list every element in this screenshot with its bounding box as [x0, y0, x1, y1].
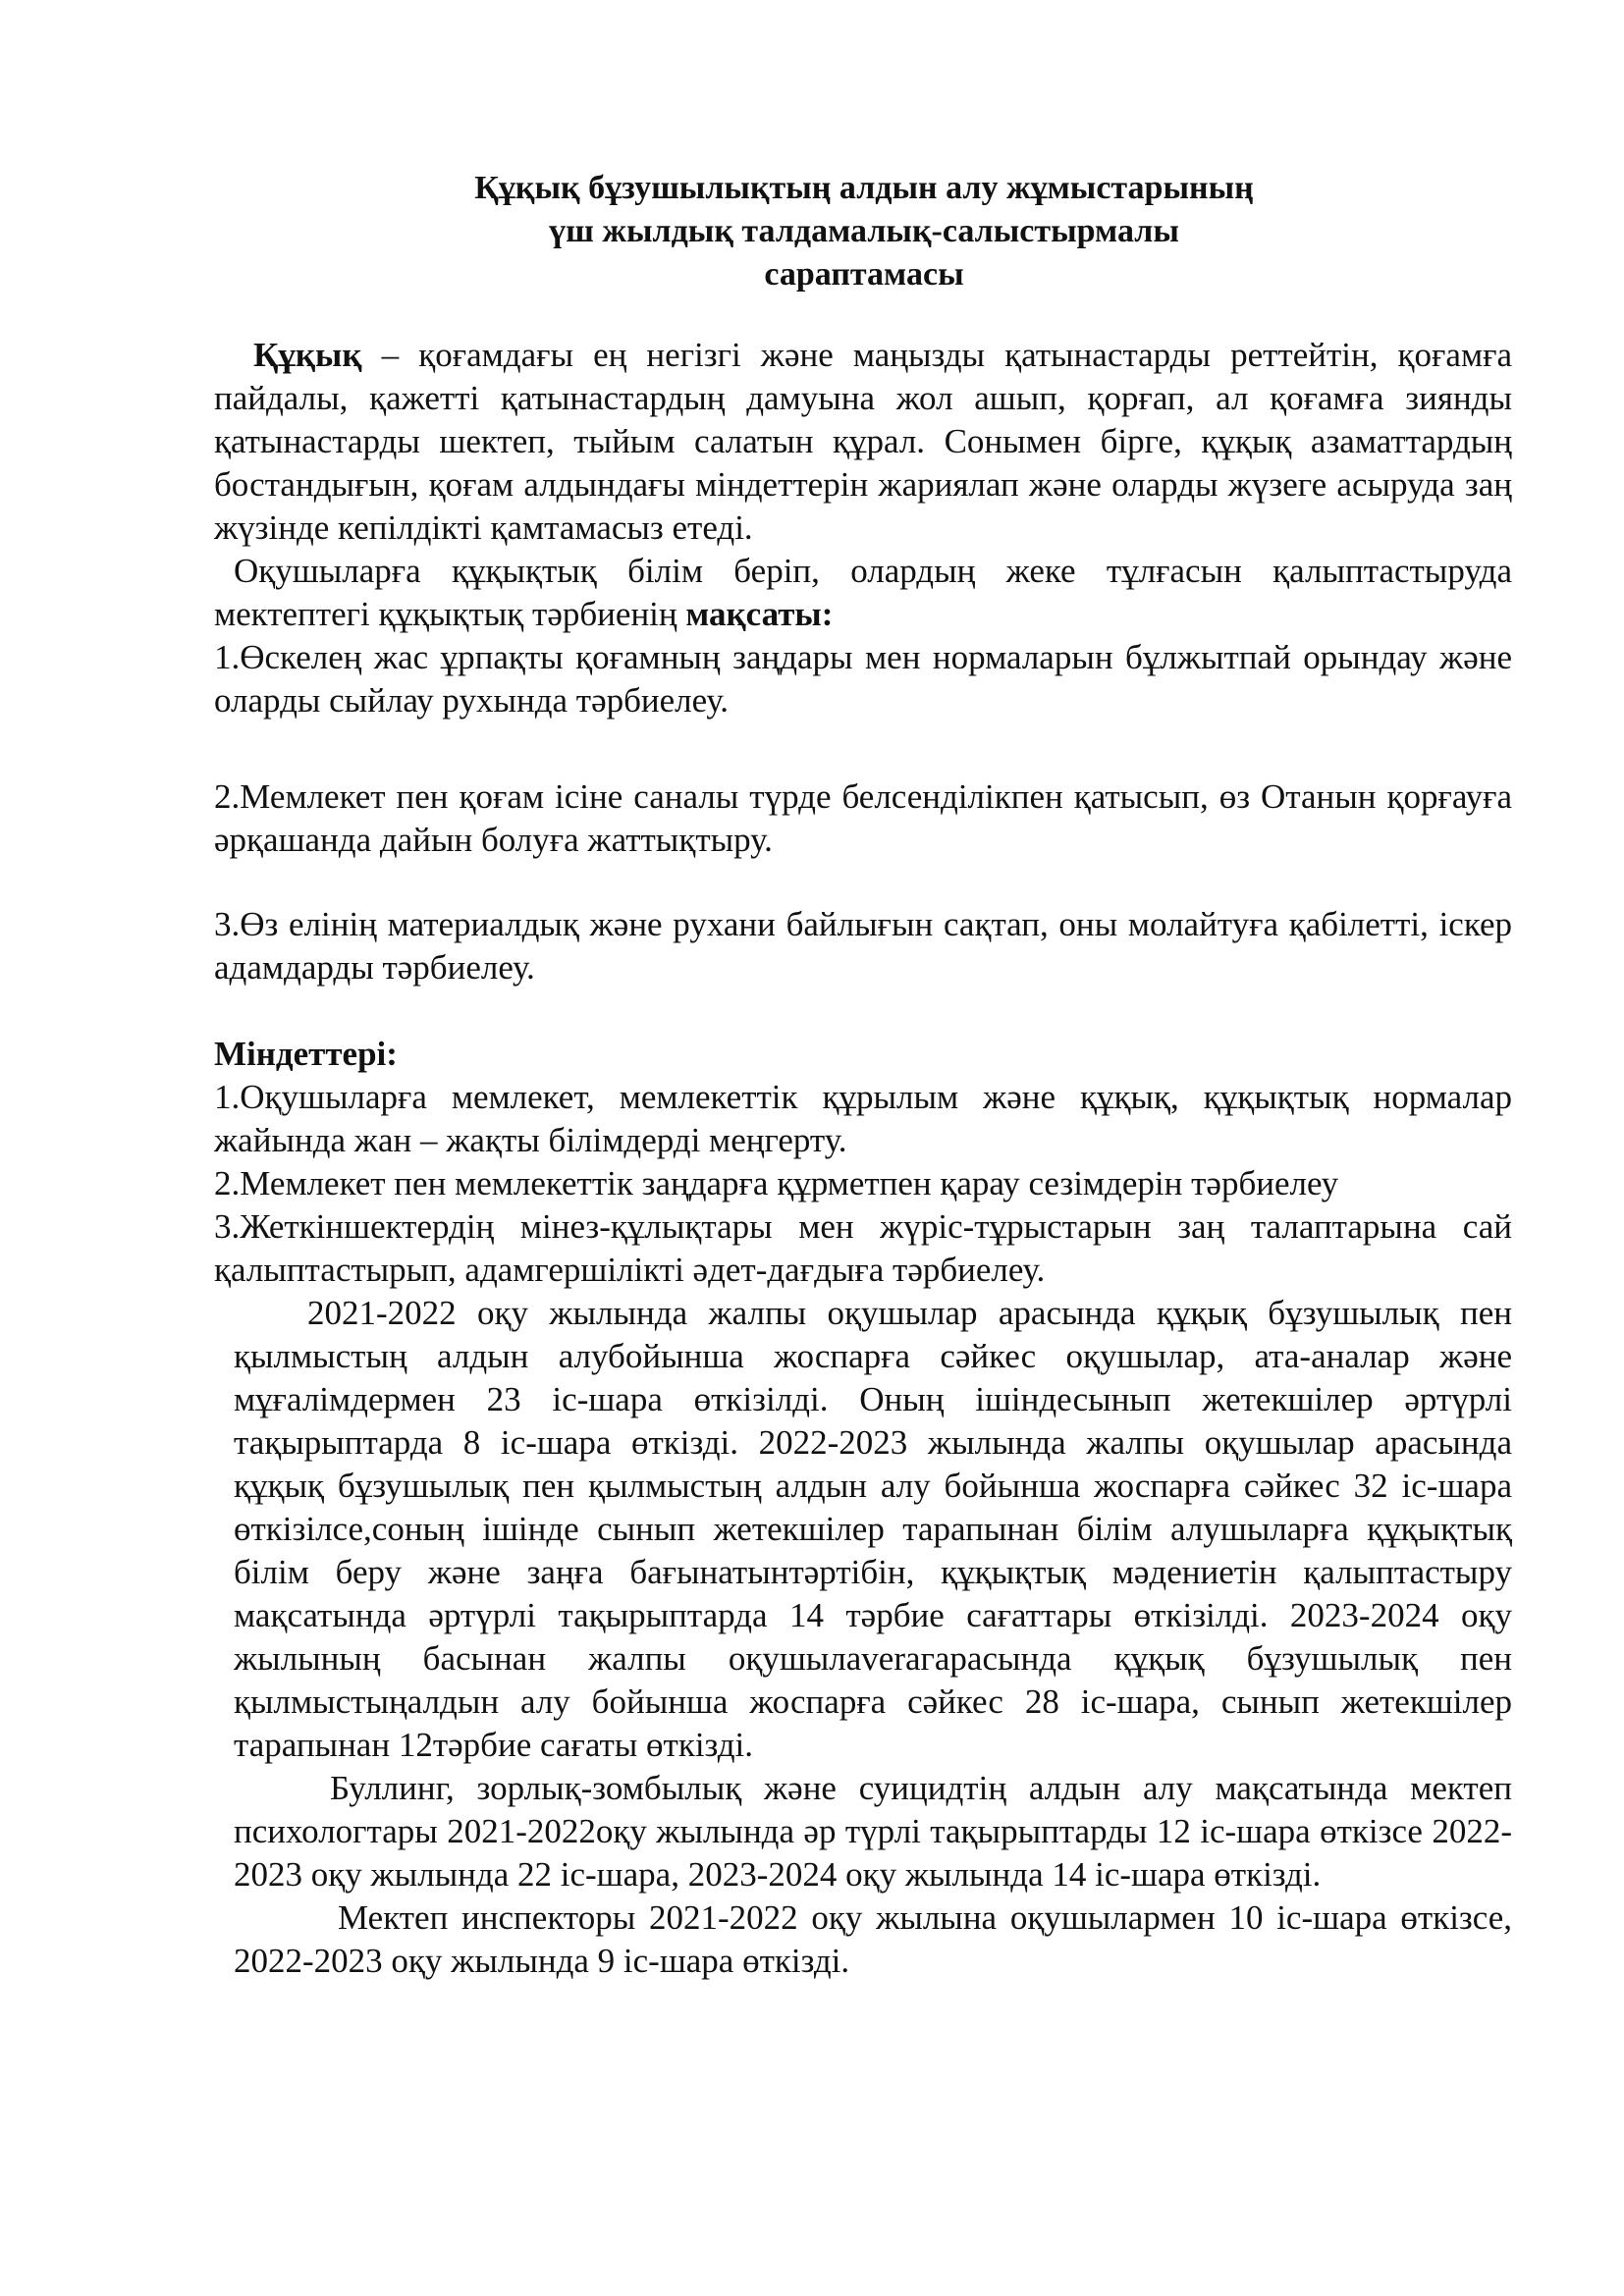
title-line-2: үш жылдық талдамалық-салыстырмалы [549, 213, 1179, 249]
goal-item: 2.Мемлекет пен қоғам ісіне саналы түрде белсенділікпен қатысып, өз Отанын қорғауға әрқашанда дайын болуға жаттықтыру. [214, 777, 1512, 859]
intro-paragraph [214, 334, 1512, 550]
task-item: 2.Мемлекет пен мемлекеттік заңдарға құрметпен қарау сезімдерін тәрбиелеу [214, 1164, 1339, 1202]
intro-section [214, 334, 1512, 722]
report-paragraph: 2021-2022 оқу жылында жалпы оқушылар арасында құқық бұзушылық пен қылмыстың алдын алубойынша жоспарға сәйкес оқушылар, ата-аналар және мұғалімдермен 23 іс-шара өткізілді. Оның ішіндесынып жетекшілер әртүрлі тақырыптарда 8 іс-шара өткізді. 2022-2023 жылында жалпы оқушылар арасында құқық бұзушылық пен қылмыстың алдын алу бойынша жоспарға сәйкес 32 іс-шара өткізілсе,соның ішінде сынып жетекшілер тарапынан білім алушыларға құқықтық білім беру және заңға бағынатынтәртібін, құқықтық мәдениетін қалыптастыру мақсатында әртүрлі тақырыптарда 14 тәрбие сағаттары өткізілді. 2023-2024 оқу жылының басынан жалпы оқушылaverагарасында құқық бұзушылық пен қылмыстыңалдын алу бойынша жоспарға сәйкес 28 іс-шара, сынып жетекшілер тарапынан 12тәрбие сағаты өткізді. [234, 1294, 1512, 1764]
tasks-section [214, 1033, 1512, 1292]
goals-intro-text: Оқушыларға құқықтық білім беріп, олардың жеке тұлғасын қалыптастыруда мектептегі құқықтық тәрбиенің [214, 552, 1512, 633]
goal-item-2-block [214, 775, 1512, 862]
goal-item: 1.Өскелең жас ұрпақты қоғамның заңдары мен нормаларын бұлжытпай орындау және оларды сыйлау рухында тәрбиелеу. [214, 638, 1512, 720]
tasks-heading: Міндеттері: [214, 1035, 398, 1073]
inspectors-paragraph: Мектеп инспекторы 2021-2022 оқу жылына оқушылармен 10 іс-шара өткізсе, 2022-2023 оқу жылында 9 іс-шара өткізді. [234, 1898, 1512, 1980]
document-title [373, 167, 1355, 296]
title-line-1: Құқық бұзушылықтың алдын алу жұмыстарының [474, 170, 1254, 206]
goals-intro-paragraph [214, 550, 1512, 636]
intro-text: – қоғамдағы ең негізгі және маңызды қатынастарды реттейтін, қоғамға пайдалы, қажетті қатынастардың дамуына жол ашып, қорғап, ал қоғамға зиянды қатынастарды шектеп, тыйым салатын құрал. Сонымен бірге, құқық азаматтардың бостандығын, қоғам алдындағы міндеттерін жариялап және оларды жүзеге асыруда заң жүзінде кепілдікті қамтамасыз етеді. [214, 336, 1512, 547]
goal-item: 3.Өз елінің материалдық және рухани байлығын сақтап, оны молайтуға қабілетті, іскер адамдарды тәрбиелеу. [214, 905, 1512, 987]
goal-item-3-block [214, 903, 1512, 989]
task-item: 1.Оқушыларға мемлекет, мемлекеттік құрылым және құқық, құқықтық нормалар жайында жан – жақты білімдерді меңгерту. [214, 1078, 1512, 1159]
report-section [234, 1292, 1512, 1983]
intro-term: Құқық [253, 336, 362, 374]
bullying-paragraph: Буллинг, зорлық-зомбылық және суицидтің алдын алу мақсатында мектеп психологтары 2021-2022оқу жылында әр түрлі тақырыптарды 12 іс-шара өткізсе 2022-2023 оқу жылында 22 іс-шара, 2023-2024 оқу жылында 14 іс-шара өткізді. [234, 1769, 1512, 1894]
goals-heading: мақсаты: [685, 595, 834, 633]
title-line-3: сараптамасы [764, 256, 964, 293]
task-item: 3.Жеткіншектердің мінез-құлықтары мен жүріс-тұрыстарын заң талаптарына сай қалыптастырып, адамгершілікті әдет-дағдыға тәрбиелеу. [214, 1207, 1512, 1289]
